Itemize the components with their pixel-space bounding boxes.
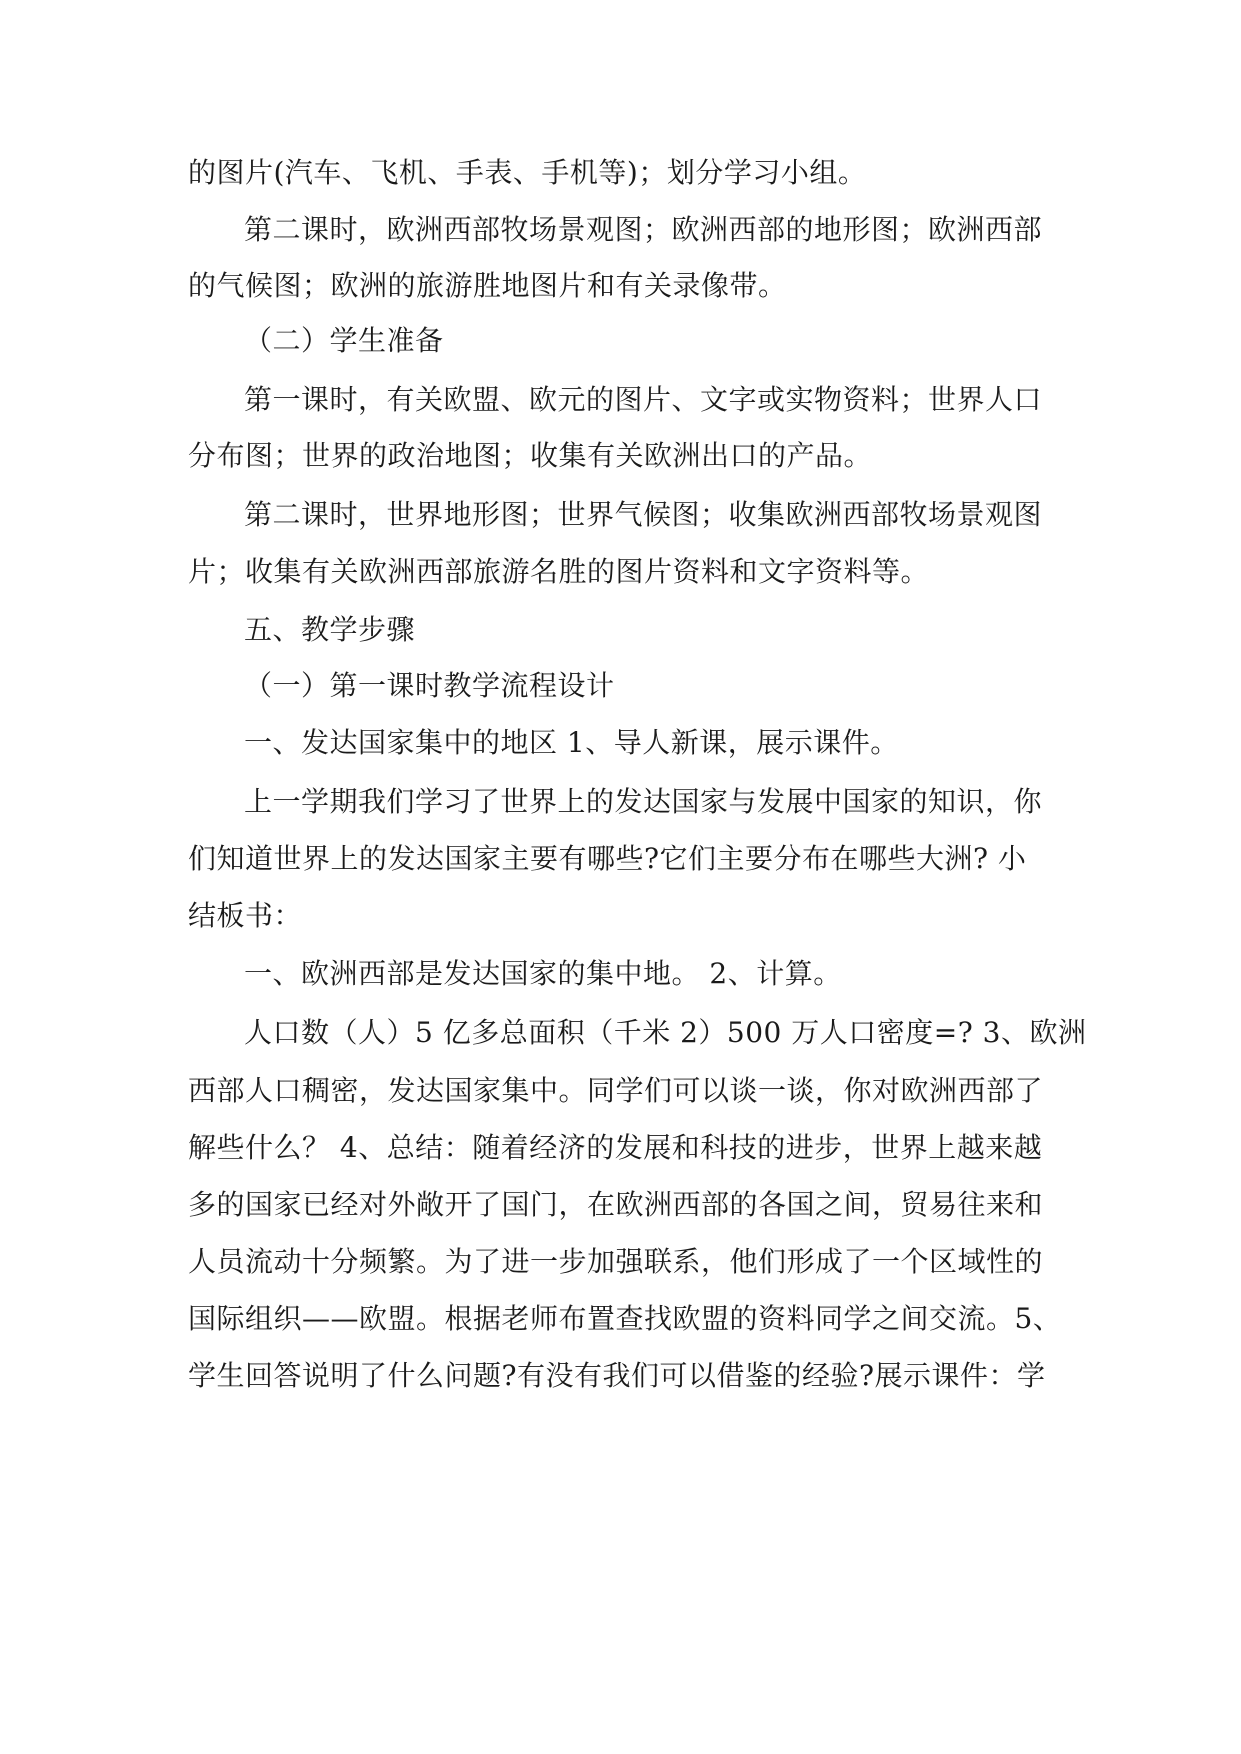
text-line: 解些什么？ 4、总结：随着经济的发展和科技的进步，世界上越来越 [188,1131,1043,1164]
text-line: 第二课时，世界地形图；世界气候图；收集欧洲西部牧场景观图 [244,498,1043,531]
text-line: 片；收集有关欧洲西部旅游名胜的图片资料和文字资料等。 [188,555,930,588]
text-line: 第二课时，欧洲西部牧场景观图；欧洲西部的地形图；欧洲西部 [244,213,1043,246]
text-line: 国际组织——欧盟。根据老师布置查找欧盟的资料同学之间交流。5、 [188,1302,1062,1335]
text-line: 学生回答说明了什么问题?有没有我们可以借鉴的经验?展示课件：学 [188,1359,1046,1392]
text-line: 第一课时，有关欧盟、欧元的图片、文字或实物资料；世界人口 [244,383,1043,416]
text-line: 上一学期我们学习了世界上的发达国家与发展中国家的知识，你 [244,785,1043,818]
text-line: 多的国家已经对外敞开了国门，在欧洲西部的各国之间，贸易往来和 [188,1188,1044,1221]
section-heading: 五、教学步骤 [244,613,416,646]
text-line: 结板书： [188,899,303,932]
text-line: 西部人口稠密，发达国家集中。同学们可以谈一谈，你对欧洲西部了 [188,1074,1044,1107]
section-heading: （一）第一课时教学流程设计 [244,669,615,702]
text-line: 的图片(汽车、飞机、手表、手机等)；划分学习小组。 [188,156,867,189]
text-line: 们知道世界上的发达国家主要有哪些?它们主要分布在哪些大洲? 小 [188,842,1027,875]
text-line: 一、发达国家集中的地区 1、导人新课，展示课件。 [244,726,899,759]
text-line: 人口数（人）5 亿多总面积（千米 2）500 万人口密度=? 3、欧洲 [244,1016,1087,1049]
section-heading: （二）学生准备 [244,324,444,357]
text-line: 一、欧洲西部是发达国家的集中地。 2、计算。 [244,957,842,990]
text-line: 分布图；世界的政治地图；收集有关欧洲出口的产品。 [188,439,873,472]
text-line: 人员流动十分频繁。为了进一步加强联系，他们形成了一个区域性的 [188,1245,1044,1278]
text-line: 的气候图；欧洲的旅游胜地图片和有关录像带。 [188,269,787,302]
